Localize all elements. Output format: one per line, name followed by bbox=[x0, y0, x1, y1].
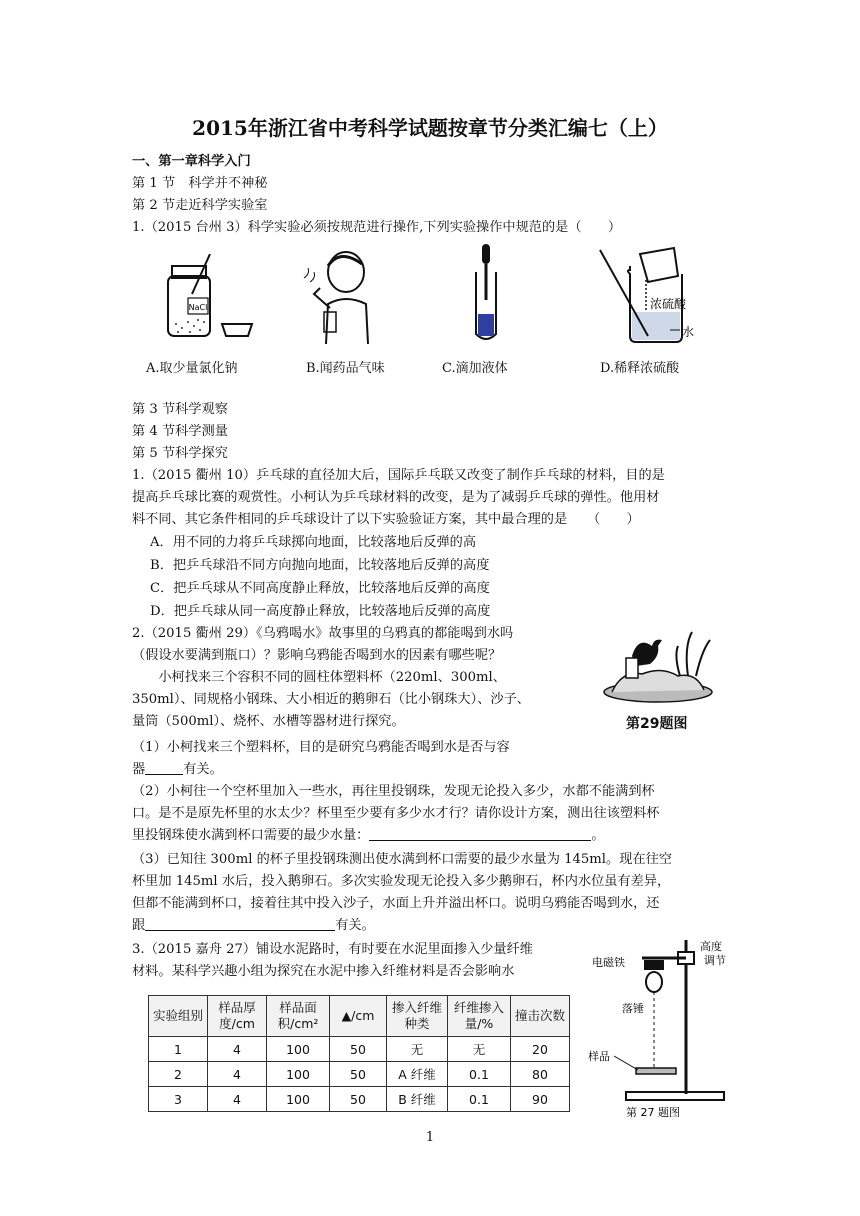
figure-a-nacl-bottle bbox=[162, 254, 262, 344]
table-header: 实验组别 bbox=[149, 996, 208, 1037]
pingpong-option-d: D．把乒乓球从同一高度静止释放，比较落地后反弹的高度 bbox=[150, 604, 491, 619]
caption-a: A.取少量氯化钠 bbox=[146, 361, 238, 376]
crow-q3-end-a: 跟 bbox=[132, 918, 146, 933]
crow-q2-end bbox=[132, 826, 605, 846]
crow-q1-end-a: 器 bbox=[132, 762, 146, 777]
crow-line-1: 2.（2015 衢州 29）《乌鸦喝水》故事里的乌鸦真的都能喝到水吗 bbox=[132, 626, 514, 641]
crow-q2-end-a: 里投钢珠使水满到杯口需要的最少水量： bbox=[132, 828, 370, 843]
table-header: 纤维掺入量/% bbox=[448, 996, 511, 1037]
crow-line-2: （假设水要满到瓶口）？影响乌鸦能否喝到水的因素有哪些呢？ bbox=[132, 648, 502, 663]
crow-line-5: 量筒（500ml）、烧杯、水槽等器材进行探究。 bbox=[132, 714, 405, 729]
section-1-heading: 第 1 节 科学并不神秘 bbox=[132, 176, 268, 191]
table-header: 掺入纤维种类 bbox=[387, 996, 448, 1037]
table-cell: 无 bbox=[387, 1037, 448, 1062]
table-row bbox=[149, 1087, 570, 1112]
drop-hammer-figure bbox=[586, 936, 736, 1120]
table-row bbox=[149, 1062, 570, 1087]
pingpong-option-c: C．把乒乓球从不同高度静止释放，比较落地后反弹的高度 bbox=[150, 581, 490, 596]
label-adjust: 调节 bbox=[704, 954, 726, 967]
table-cell: 2 bbox=[149, 1062, 208, 1087]
crow-line-4: 350ml）、同规格小钢珠、大小相近的鹅卵石（比小钢珠大）、沙子、 bbox=[132, 692, 530, 707]
table-cell: 50 bbox=[330, 1087, 387, 1112]
cement-line-2: 材料。某科学兴趣小组为探究在水泥中掺入纤维材料是否会影响水 bbox=[132, 964, 515, 979]
crow-q3-end bbox=[132, 916, 375, 936]
cement-line-1: 3.（2015 嘉舟 27）铺设水泥路时，有时要在水泥里面掺入少量纤维 bbox=[132, 942, 533, 957]
answer-blank-2[interactable] bbox=[369, 826, 591, 841]
table-cell: 0.1 bbox=[448, 1062, 511, 1087]
figure-c-dropper bbox=[468, 240, 508, 344]
table-cell: 0.1 bbox=[448, 1087, 511, 1112]
table-cell: 50 bbox=[330, 1037, 387, 1062]
drop-hammer-caption: 第 27 题图 bbox=[626, 1106, 680, 1119]
table-header: ▲/cm bbox=[330, 996, 387, 1037]
table-header: 样品面积/cm² bbox=[267, 996, 330, 1037]
table-cell: 4 bbox=[208, 1037, 267, 1062]
section-3-heading: 第 3 节科学观察 bbox=[132, 402, 228, 417]
crow-q3-line-3: 但都不能满到杯口，接着往其中投入沙子，水面上升并溢出杯口。说明乌鸦能否喝到水，还 bbox=[132, 896, 660, 911]
nacl-label: NaCl bbox=[188, 303, 208, 312]
table-cell: 100 bbox=[267, 1037, 330, 1062]
crow-q3-line-1: （3）已知往 300ml 的杯子里投钢珠测出使水满到杯口需要的最少水量为 145ml。现在往空 bbox=[132, 852, 672, 867]
pingpong-line-1: 1.（2015 衢州 10）乒乓球的直径加大后，国际乒乓联又改变了制作乒乓球的材料，目的是 bbox=[132, 468, 665, 483]
page-title: 2015年浙江省中考科学试题按章节分类汇编七（上） bbox=[192, 116, 668, 140]
crow-q3-line-2: 杯里加 145ml 水后，投入鹅卵石。多次实验发现无论投入多少鹅卵石，杯内水位虽有差异， bbox=[132, 874, 671, 889]
crow-q1-end-b: 有关。 bbox=[183, 762, 223, 777]
figure-d-dilution bbox=[590, 246, 710, 346]
crow-figure-caption: 第29题图 bbox=[626, 716, 688, 732]
table-cell: 无 bbox=[448, 1037, 511, 1062]
crow-q2-line-1: （2）小柯往一个空杯里加入一些水，再往里投钢珠，发现无论投入多少，水都不能满到杯 bbox=[132, 784, 655, 799]
pingpong-line-2: 提高乒乓球比赛的观赏性。小柯认为乒乓球材料的改变，是为了减弱乒乓球的弹性。他用材 bbox=[132, 490, 660, 505]
page-number: 1 bbox=[425, 1130, 435, 1145]
table-cell: 50 bbox=[330, 1062, 387, 1087]
section-4-heading: 第 4 节科学测量 bbox=[132, 424, 228, 439]
label-sample: 样品 bbox=[588, 1050, 610, 1063]
q1-stem: 1.（2015 台州 3）科学实验必须按规范进行操作,下列实验操作中规范的是（ ） bbox=[132, 220, 622, 235]
table-header-row bbox=[149, 996, 570, 1037]
label-magnet: 电磁铁 bbox=[592, 956, 625, 969]
table-cell: 80 bbox=[511, 1062, 570, 1087]
answer-blank-1[interactable] bbox=[145, 760, 183, 775]
table-cell: 1 bbox=[149, 1037, 208, 1062]
pingpong-option-a: A．用不同的力将乒乓球掷向地面，比较落地后反弹的高 bbox=[150, 535, 477, 550]
acid-label: 浓硫酸 bbox=[650, 297, 687, 311]
crow-q1-end bbox=[132, 760, 223, 780]
crow-q2-end-b: 。 bbox=[591, 828, 605, 843]
caption-d: D.稀释浓硫酸 bbox=[600, 361, 680, 376]
label-height: 高度 bbox=[700, 940, 722, 953]
table-header: 样品厚度/cm bbox=[208, 996, 267, 1037]
table-cell: A 纤维 bbox=[387, 1062, 448, 1087]
table-cell: B 纤维 bbox=[387, 1087, 448, 1112]
water-label: 水 bbox=[682, 325, 695, 339]
pingpong-line-3: 料不同、其它条件相同的乒乓球设计了以下实验验证方案，其中最合理的是 （ ） bbox=[132, 512, 640, 527]
table-row bbox=[149, 1037, 570, 1062]
crow-q2-line-2: 口。是不是原先杯里的水太少？杯里至少要有多少水才行？请你设计方案，测出往该塑料杯 bbox=[132, 806, 660, 821]
crow-line-3: 小柯找来三个容积不同的圆柱体塑料杯（220ml、300ml、 bbox=[132, 670, 506, 685]
section-2-heading: 第 2 节走近科学实验室 bbox=[132, 198, 268, 213]
chapter-heading: 一、第一章科学入门 bbox=[132, 154, 251, 169]
table-cell: 3 bbox=[149, 1087, 208, 1112]
table-cell: 4 bbox=[208, 1087, 267, 1112]
table-cell: 4 bbox=[208, 1062, 267, 1087]
table-cell: 100 bbox=[267, 1062, 330, 1087]
pingpong-option-b: B．把乒乓球沿不同方向抛向地面，比较落地后反弹的高度 bbox=[150, 558, 490, 573]
crow-q3-end-b: 有关。 bbox=[335, 918, 375, 933]
section-5-heading: 第 5 节科学探究 bbox=[132, 446, 228, 461]
crow-line-6: （1）小柯找来三个塑料杯，目的是研究乌鸦能否喝到水是否与容 bbox=[132, 740, 510, 755]
figure-b-smelling bbox=[300, 248, 380, 346]
crow-figure bbox=[592, 626, 724, 706]
table-cell: 20 bbox=[511, 1037, 570, 1062]
caption-c: C.滴加液体 bbox=[442, 361, 508, 376]
answer-blank-3[interactable] bbox=[145, 916, 335, 931]
table-cell: 90 bbox=[511, 1087, 570, 1112]
table-header: 撞击次数 bbox=[511, 996, 570, 1037]
table-cell: 100 bbox=[267, 1087, 330, 1112]
experiment-table bbox=[148, 995, 570, 1112]
label-hammer: 落锤 bbox=[622, 1002, 644, 1015]
caption-b: B.闻药品气味 bbox=[306, 361, 385, 376]
